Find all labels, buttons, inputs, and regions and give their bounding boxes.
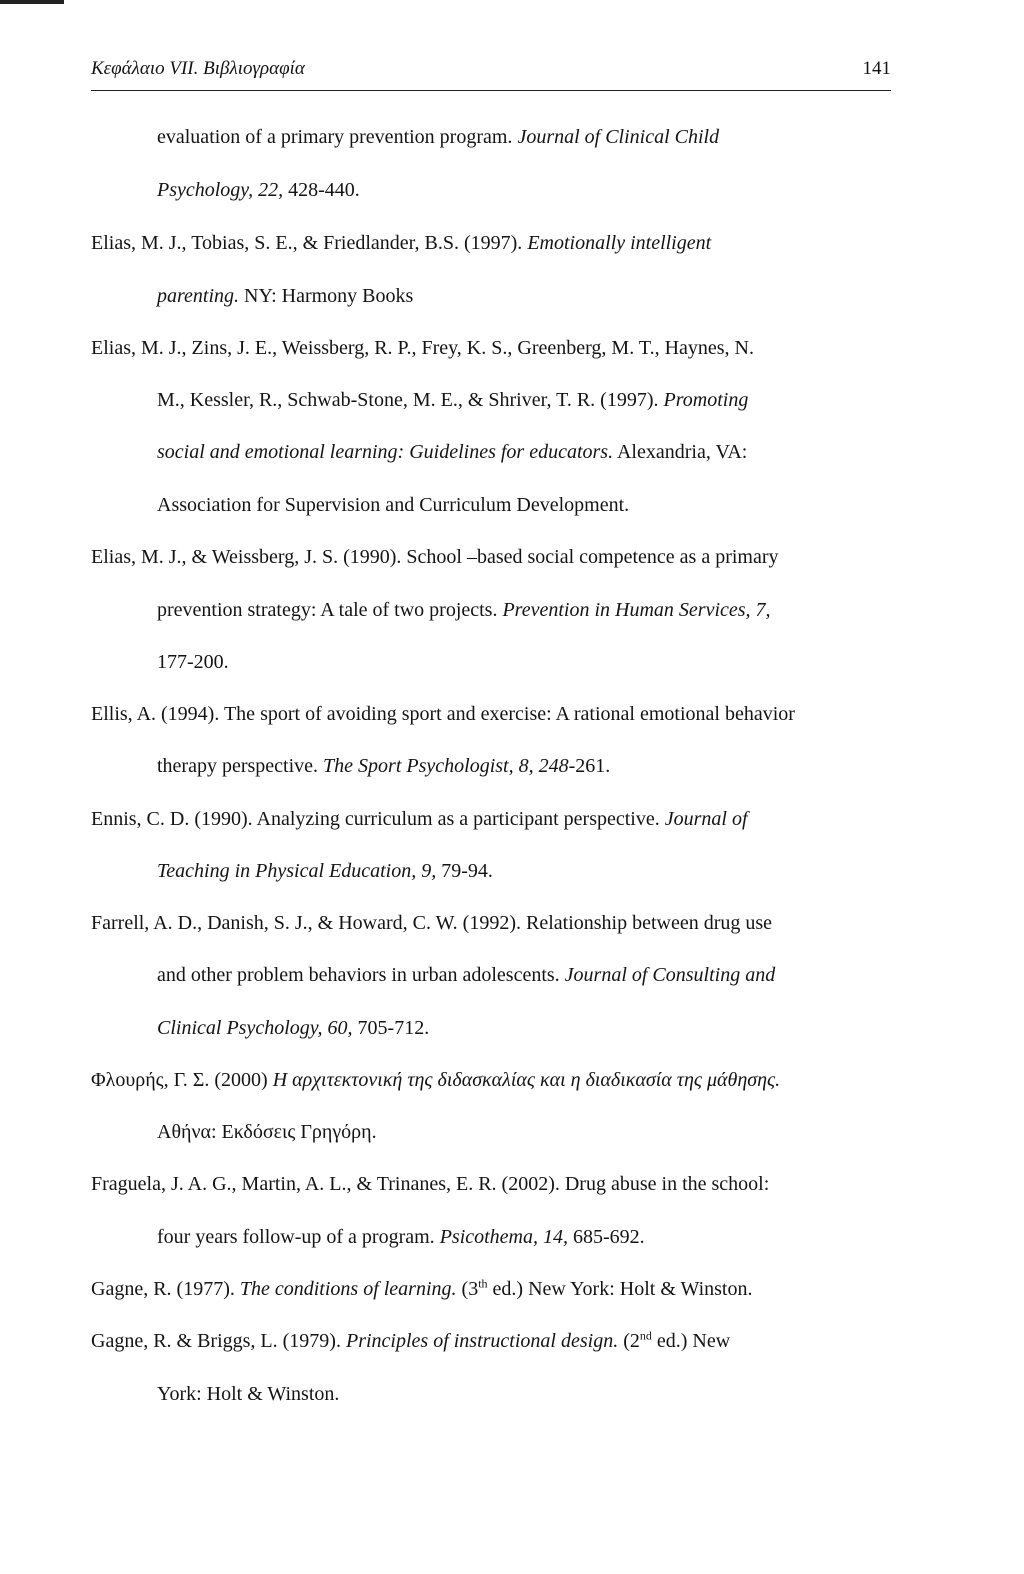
ref-line: four years follow-up of a program. Psicothema, 14, 685-692. <box>157 1226 645 1248</box>
ref-line: evaluation of a primary prevention program. Journal of Clinical Child <box>157 126 720 148</box>
ref-line: Clinical Psychology, 60, 705-712. <box>157 1017 430 1039</box>
ref-line: M., Kessler, R., Schwab-Stone, M. E., & Shriver, T. R. (1997). Promoting <box>157 389 749 411</box>
page-header <box>91 56 891 94</box>
ref-line: therapy perspective. The Sport Psychologist, 8, 248-261. <box>157 755 611 777</box>
ref-line: Teaching in Physical Education, 9, 79-94. <box>157 860 493 882</box>
chapter-title: Κεφάλαιο VII. Βιβλιογραφία <box>91 58 305 79</box>
ref-entry-start: Ennis, C. D. (1990). Analyzing curriculum as a participant perspective. Journal of <box>91 808 748 830</box>
ref-entry-start: Elias, M. J., Tobias, S. E., & Friedlander, B.S. (1997). Emotionally intelligent <box>91 232 712 254</box>
ref-entry-start: Gagne, R. & Briggs, L. (1979). Principles of instructional design. (2nd ed.) New <box>91 1328 731 1352</box>
ref-line: prevention strategy: A tale of two projects. Prevention in Human Services, 7, <box>157 599 771 621</box>
ref-line: and other problem behaviors in urban adolescents. Journal of Consulting and <box>157 964 776 986</box>
page-number: 141 <box>862 58 891 79</box>
ref-entry-start: Elias, M. J., & Weissberg, J. S. (1990). School –based social competence as a primary <box>91 546 779 568</box>
ref-line: parenting. NY: Harmony Books <box>157 285 414 307</box>
ref-line: Αθήνα: Εκδόσεις Γρηγόρη. <box>157 1121 377 1143</box>
ref-entry-start: Farrell, A. D., Danish, S. J., & Howard, C. W. (1992). Relationship between drug use <box>91 912 773 934</box>
ref-line: social and emotional learning: Guidelines for educators. Alexandria, VA: <box>157 441 748 463</box>
ref-entry-start: Φλουρής, Γ. Σ. (2000) Η αρχιτεκτονική της διδασκαλίας και η διαδικασία της μάθησης. <box>91 1069 781 1091</box>
scan-corner-mark <box>0 0 64 4</box>
ref-entry-start: Elias, M. J., Zins, J. E., Weissberg, R. P., Frey, K. S., Greenberg, M. T., Haynes, N. <box>91 337 754 359</box>
ref-entry-start: Gagne, R. (1977). The conditions of learning. (3th ed.) New York: Holt & Winston. <box>91 1276 753 1300</box>
ref-line: Association for Supervision and Curriculum Development. <box>157 494 630 516</box>
ref-entry-start: Fraguela, J. A. G., Martin, A. L., & Trinanes, E. R. (2002). Drug abuse in the school: <box>91 1173 770 1195</box>
ref-line: York: Holt & Winston. <box>157 1383 340 1405</box>
header-rule <box>91 90 891 91</box>
ref-line: Psychology, 22, 428-440. <box>157 179 360 201</box>
ref-line: 177-200. <box>157 651 229 673</box>
ref-entry-start: Ellis, A. (1994). The sport of avoiding sport and exercise: A rational emotional behavior <box>91 703 795 725</box>
